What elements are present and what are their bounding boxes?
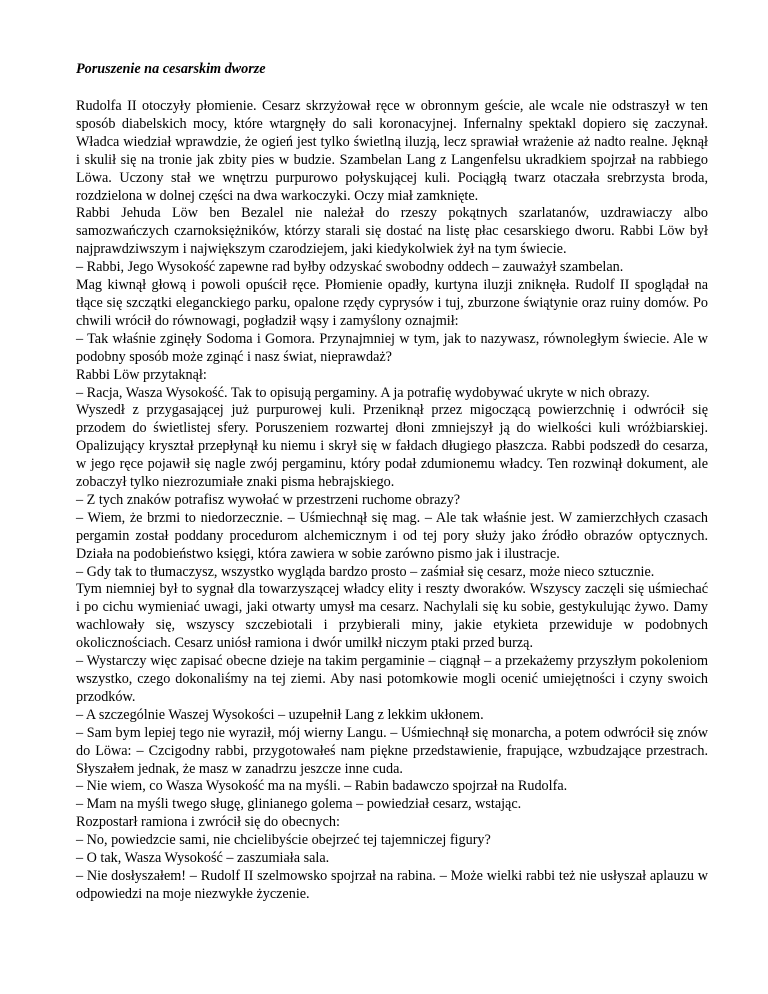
paragraph: Rabbi Löw przytaknął: [76, 366, 207, 383]
paragraph: – Nie dosłyszałem! – Rudolf II szelmowsko spojrzał na rabina. – Może wielki rabbi też nie usłyszał aplauzu w odpowiedzi na moje niezwykłe życzenie. [76, 867, 708, 902]
paragraph: – Nie wiem, co Wasza Wysokość ma na myśli. – Rabin badawczo spojrzał na Rudolfa. [76, 778, 568, 795]
paragraph: – O tak, Wasza Wysokość – zaszumiała sala. [76, 850, 330, 867]
paragraph: – Z tych znaków potrafisz wywołać w przestrzeni ruchome obrazy? [76, 491, 461, 508]
paragraph: Mag kiwnął głową i powoli opuścił ręce. Płomienie opadły, kurtyna iluzji zniknęła. Rudolf II spoglądał na tłące się szczątki eleganckiego parku, opalone rzędy cyprysów i tuj, zburzone świątynie oraz ruiny domów. Po chwili wrócił do równowagi, pogładził wąsy i zamyślony oznajmił: [76, 277, 708, 329]
paragraph: – Rabbi, Jego Wysokość zapewne rad byłby odzyskać swobodny oddech – zauważył szambelan. [76, 259, 624, 276]
paragraph: – No, powiedzcie sami, nie chcielibyście obejrzeć tej tajemniczej figury? [76, 832, 491, 849]
paragraph: – Wiem, że brzmi to niedorzecznie. – Uśmiechnął się mag. – Ale tak właśnie jest. W zamierzchłych czasach pergamin został poddany procedurom alchemicznym i od tej pory służy jako źródło obrazów optycznych. Działa na podobieństwo księgi, która zawiera w sobie zarówno pismo jak i ilustracje. [76, 509, 708, 562]
paragraph: – Sam bym lepiej tego nie wyraził, mój wierny Langu. – Uśmiechnął się monarcha, a potem odwrócił się znów do Löwa: – Czcigodny rabbi, przygotowałeś nam piękne przedstawienie, frapujące, wzbudzające przestrach. Słyszałem jednak, że masz w zanadrzu jeszcze inne cuda. [76, 724, 708, 777]
paragraph: Rudolfa II otoczyły płomienie. Cesarz skrzyżował ręce w obronnym geście, ale wcale nie odstraszył w ten sposób diabelskich mocy, które wtargnęły do sali koronacyjnej. Infernalny spektakl dopiero się zaczynał. Władca wiedział wprawdzie, że ogień jest tylko świetlną iluzją, lecz sprawiał wrażenie aż nadto realne. Jęknął i skulił się na tronie jak zbity pies w budzie. Szambelan Lang z Langenfelsu ukradkiem spojrzał na rabbiego Löwa. Uczony stał we wnętrzu purpurowo połyskującej kuli. Pociągłą twarz otaczała srebrzysta broda, rozdzielona w dolnej części na dwa warkoczyki. Oczy miał zamknięte. [76, 98, 708, 204]
document-body [76, 98, 708, 904]
paragraph: – Mam na myśli twego sługę, glinianego golema – powiedział cesarz, wstając. [76, 796, 522, 813]
document-title: Poruszenie na cesarskim dworze [76, 61, 266, 77]
paragraph: – Racja, Wasza Wysokość. Tak to opisują pergaminy. A ja potrafię wydobywać ukryte w nich obrazy. [76, 384, 650, 401]
paragraph: – A szczególnie Waszej Wysokości – uzupełnił Lang z lekkim ukłonem. [76, 706, 484, 723]
paragraph: – Tak właśnie zginęły Sodoma i Gomora. Przynajmniej w tym, jak to nazywasz, równoległym świecie. Ale w podobny sposób może zginąć i nasz świat, nieprawdaż? [76, 330, 708, 365]
paragraph: Tym niemniej był to sygnał dla towarzyszącej władcy elity i reszty dworaków. Wszyscy zaczęli się uśmiechać i po cichu wymieniać uwagi, jaki otwarty umysł ma cesarz. Nachylali się ku sobie, gestykulując żywo. Damy wachlowały się, wszyscy szczebiotali i przybierali miny, jakie etykieta przewiduje w podobnych okolicznościach. Cesarz uniósł ramiona i dwór umilkł niczym ptaki przed burzą. [76, 581, 708, 652]
document-page [76, 60, 708, 904]
paragraph: – Wystarczy więc zapisać obecne dzieje na takim pergaminie – ciągnął – a przekażemy przyszłym pokoleniom wszystko, czego dokonaliśmy na tej ziemi. Aby nasi potomkowie mogli ocenić umiejętności i czyny swoich przodków. [76, 653, 708, 705]
paragraph: Wyszedł z przygasającej już purpurowej kuli. Przeniknął przez migoczącą powierzchnię i odwrócił się przodem do świetlistej sfery. Poruszeniem rozwartej dłoni zmniejszył ją do wielkości kuli wróżbiarskiej. Opalizujący kryształ przepłynął ku niemu i skrył się w fałdach długiego płaszcza. Rabbi podszedł do cesarza, w jego ręce pojawił się nagle zwój pergaminu, który podał zdumionemu władcy. Ten rozwinął dokument, ale zobaczył tylko niezrozumiałe znaki pisma hebrajskiego. [76, 402, 708, 491]
paragraph: – Gdy tak to tłumaczysz, wszystko wygląda bardzo prosto – zaśmiał się cesarz, może nieco sztucznie. [76, 563, 655, 580]
paragraph: Rozpostarł ramiona i zwrócił się do obecnych: [76, 814, 340, 831]
paragraph: Rabbi Jehuda Löw ben Bezalel nie należał do rzeszy pokątnych szarlatanów, uzdrawiaczy albo samozwańczych czarnoksiężników, którzy starali się dostać na listę płac cesarskiego dworu. Rabbi Löw był najprawdziwszym i największym czarodziejem, jaki kiedykolwiek żył na tym świecie. [76, 205, 708, 258]
